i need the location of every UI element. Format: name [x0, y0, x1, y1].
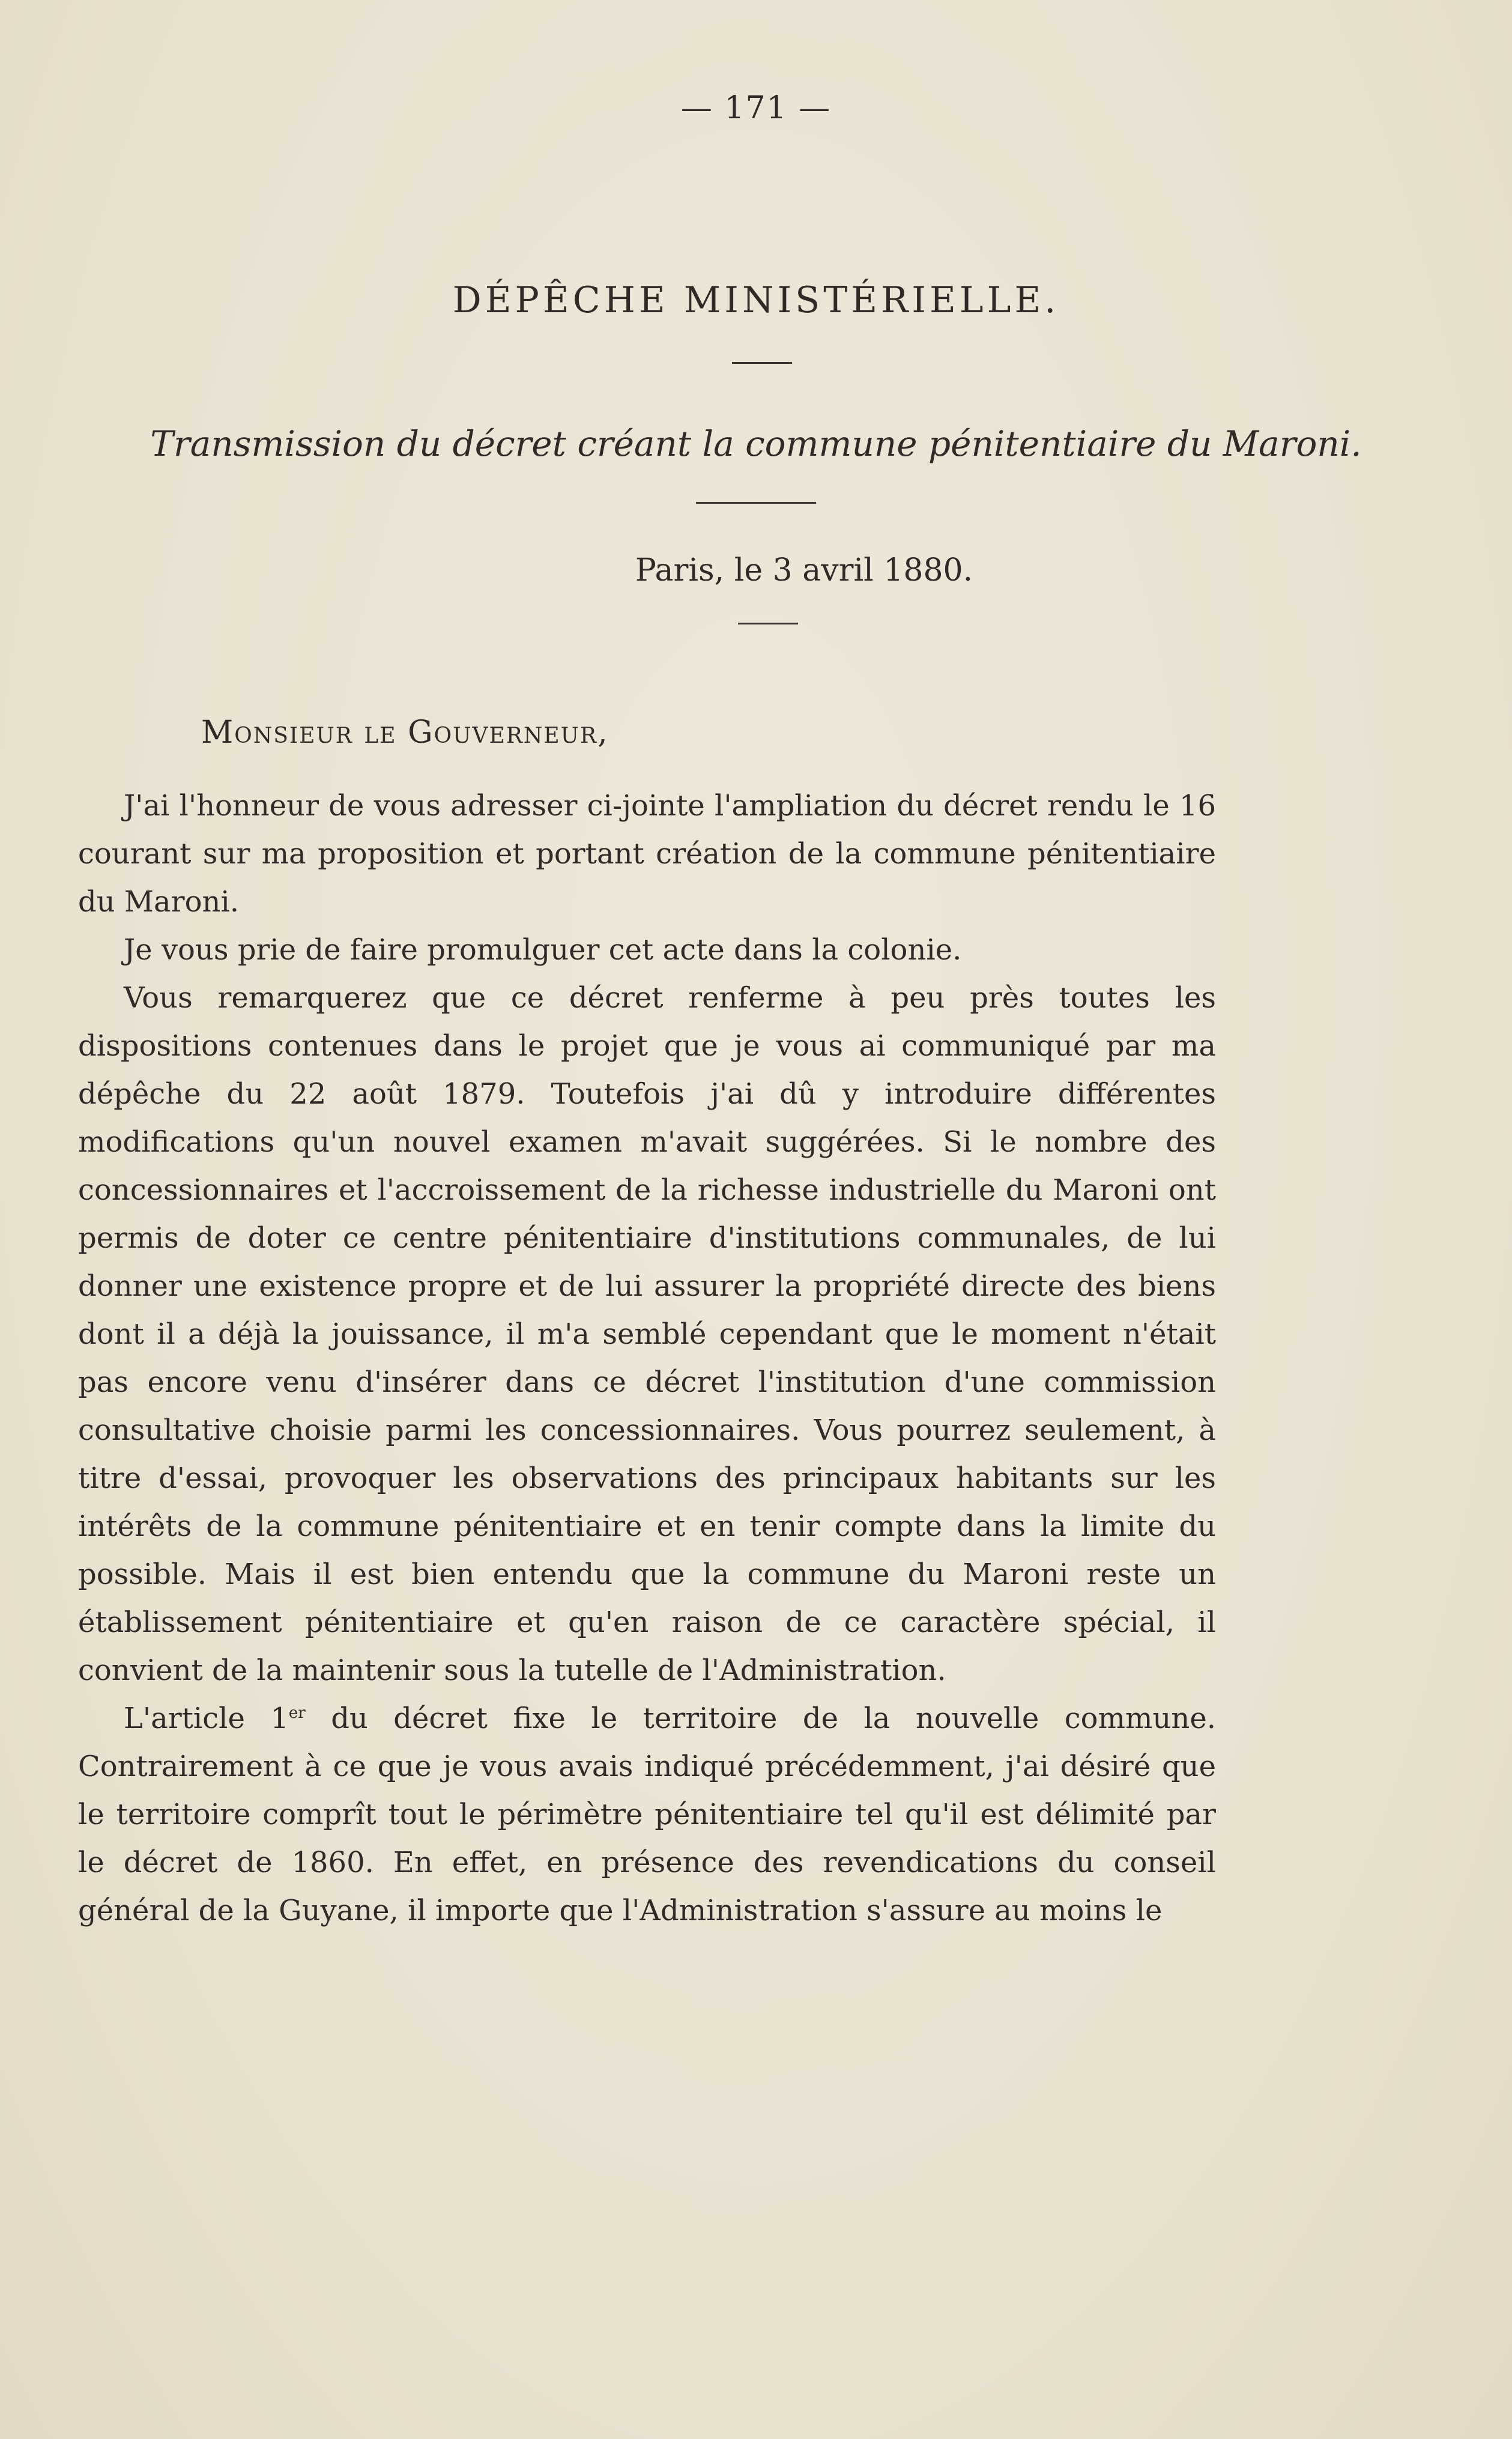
document-heading: DÉPÊCHE MINISTÉRIELLE. — [452, 279, 1060, 321]
letter-body — [78, 782, 1216, 1935]
paragraph-2: Je vous prie de faire promulguer cet acte dans la colonie. — [124, 933, 962, 967]
dateline-rule — [738, 623, 798, 624]
dateline: Paris, le 3 avril 1880. — [635, 552, 973, 588]
ordinal-superscript: er — [288, 1704, 306, 1722]
paragraph-4-rest: du décret fixe le territoire de la nouvelle commune. Contrairement à ce que je vous avais indiqué précédemment, j'ai désiré que le territoire comprît tout le périmètre pénitentiaire tel qu'il est délimité par le décret de 1860. En effet, en présence des revendications du conseil général de la Guyane, il importe que l'Administration s'assure au moins le — [78, 1702, 1216, 1927]
document-subtitle: Transmission du décret créant la commune pénitentiaire du Maroni. — [150, 423, 1362, 464]
page-number: — 171 — — [680, 90, 832, 126]
paragraph-4 — [78, 1694, 1216, 1935]
paragraph-4-start: L'article 1 — [124, 1702, 289, 1735]
salutation: Monsieur le Gouverneur, — [201, 715, 609, 751]
heading-rule — [732, 362, 792, 364]
paragraph-3: Vous remarquerez que ce décret renferme à peu près toutes les dispositions contenues dans le projet que je vous ai communiqué par ma dépêche du 22 août 1879. Toutefois j'ai dû y introduire différentes modifications qu'un nouvel examen m'avait suggérées. Si le nombre des concessionnaires et l'accroissement de la richesse industrielle du Maroni ont permis de doter ce centre pénitentiaire d'institutions communales, de lui donner une existence propre et de lui assurer la propriété directe des biens dont il a déjà la jouissance, il m'a semblé cependant que le moment n'était pas encore venu d'insérer dans ce décret l'institution d'une commission consultative choisie parmi les concessionnaires. Vous pourrez seulement, à titre d'essai, provoquer les observations des principaux habitants sur les intérêts de la commune pénitentiaire et en tenir compte dans la limite du possible. Mais il est bien entendu que la commune du Maroni reste un établissement pénitentiaire et qu'en raison de ce caractère spécial, il convient de la maintenir sous la tutelle de l'Administration. — [78, 981, 1216, 1687]
paragraph-1: J'ai l'honneur de vous adresser ci-jointe l'ampliation du décret rendu le 16 courant sur ma proposition et portant création de la commune pénitentiaire du Maroni. — [78, 789, 1216, 919]
subtitle-rule — [696, 502, 816, 504]
